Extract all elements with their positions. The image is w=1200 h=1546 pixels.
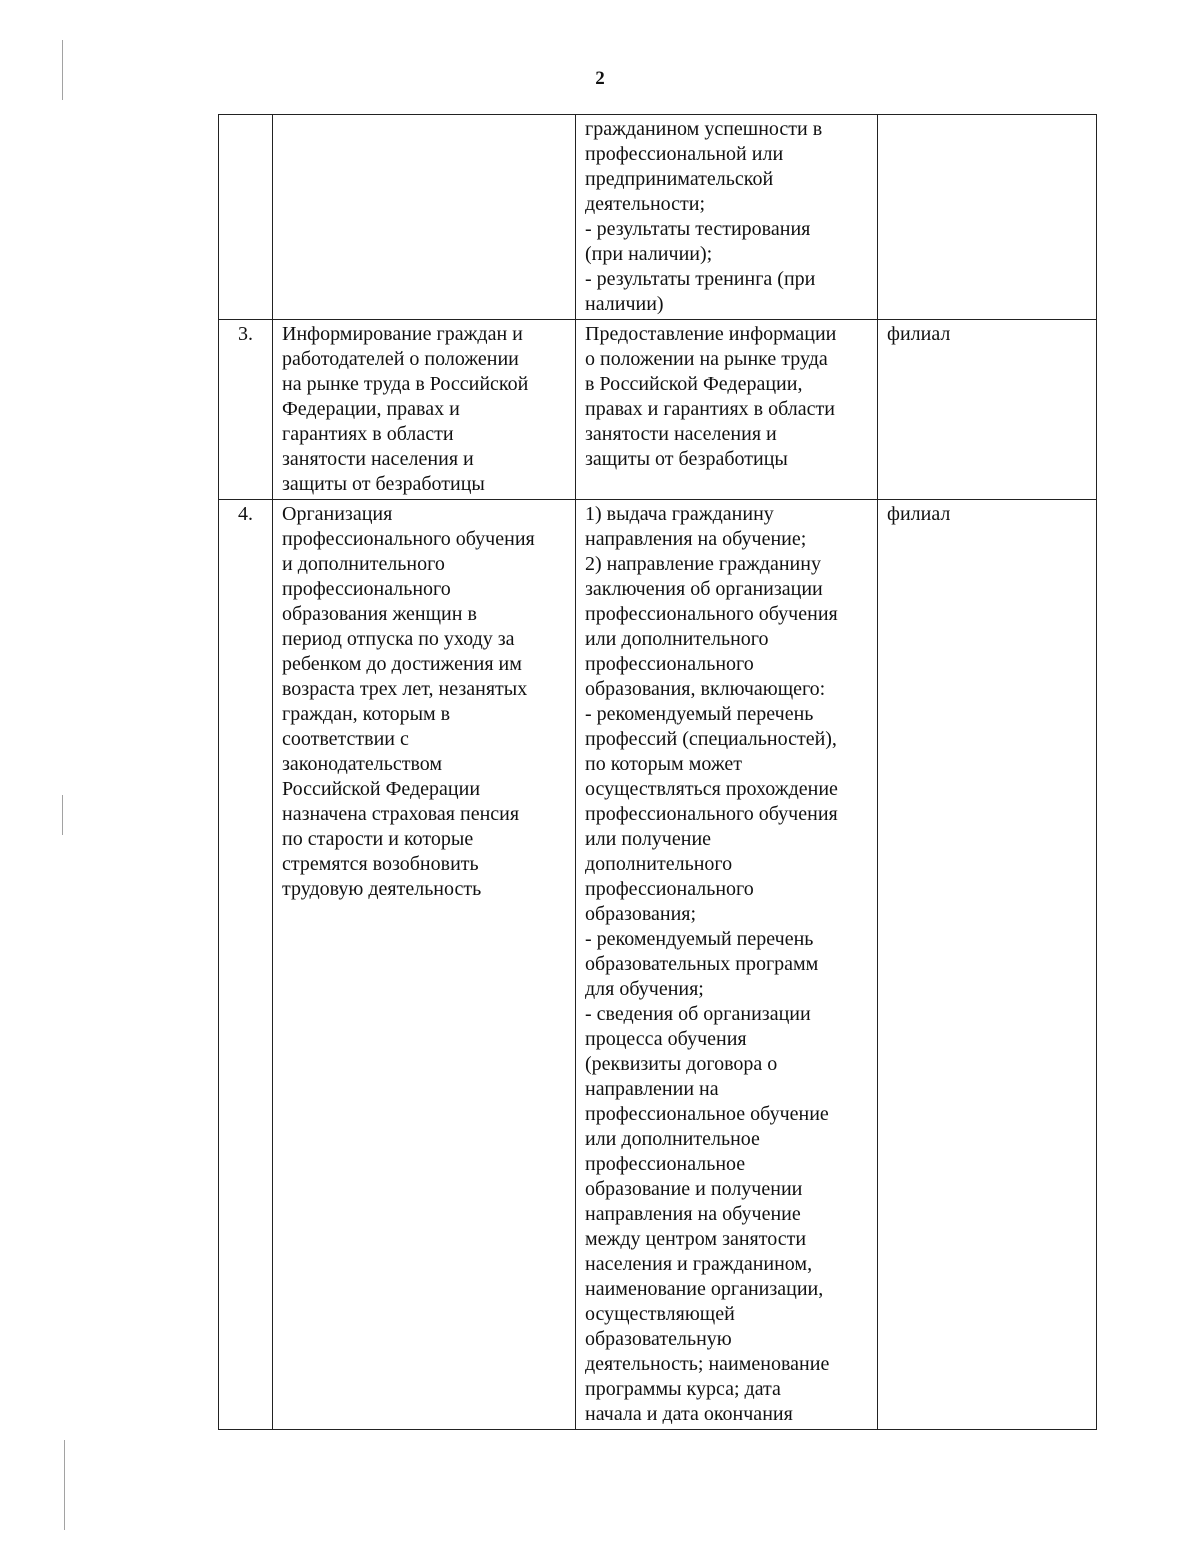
text-line: (при наличии); <box>585 243 713 265</box>
executor-cell: филиал <box>878 500 1097 1430</box>
text-line: программы курса; дата <box>585 1378 781 1400</box>
text-line: деятельность; наименование <box>585 1353 830 1375</box>
text-line: законодательством <box>282 753 443 775</box>
text-line: между центром занятости <box>585 1228 807 1250</box>
text-line: образование и получении <box>585 1178 803 1200</box>
text-line: образования; <box>585 903 697 925</box>
text-line: о положении на рынке труда <box>585 348 828 370</box>
scan-mark <box>62 795 63 835</box>
text-line: в Российской Федерации, <box>585 373 803 395</box>
row-number-cell: 4. <box>219 500 273 1430</box>
text-line: образования, включающего: <box>585 678 826 700</box>
text-line: профессионального <box>585 653 754 675</box>
text-line: направления на обучение; <box>585 528 807 550</box>
text-line: гарантиях в области <box>282 423 454 445</box>
text-line: 1) выдача гражданину <box>585 503 774 525</box>
text-line: ребенком до достижения им <box>282 653 522 675</box>
result-cell <box>576 115 878 320</box>
text-line: по которым может <box>585 753 743 775</box>
table-row <box>219 320 1097 500</box>
text-line: профессионального <box>585 878 754 900</box>
text-line: направления на обучение <box>585 1203 801 1225</box>
text-line: стремятся возобновить <box>282 853 479 875</box>
text-line: занятости населения и <box>585 423 777 445</box>
text-line: соответствии с <box>282 728 409 750</box>
result-cell <box>576 320 878 500</box>
service-cell <box>273 115 576 320</box>
table-row <box>219 115 1097 320</box>
text-line: работодателей о положении <box>282 348 519 370</box>
text-line: осуществляться прохождение <box>585 778 838 800</box>
page-number: 2 <box>595 68 605 89</box>
text-line: профессиональное обучение <box>585 1103 829 1125</box>
text-line: осуществляющей <box>585 1303 735 1325</box>
service-cell <box>273 320 576 500</box>
executor-cell <box>878 115 1097 320</box>
text-line: предпринимательской <box>585 168 774 190</box>
text-line: заключения об организации <box>585 578 823 600</box>
text-line: или дополнительное <box>585 1128 760 1150</box>
row-number-cell <box>219 115 273 320</box>
text-line: - рекомендуемый перечень <box>585 928 814 950</box>
services-table <box>218 114 1097 1430</box>
text-line: по старости и которые <box>282 828 474 850</box>
text-line: - результаты тренинга (при <box>585 268 816 290</box>
text-line: защиты от безработицы <box>585 448 788 470</box>
text-line: на рынке труда в Российской <box>282 373 529 395</box>
text-line: профессиональное <box>585 1153 746 1175</box>
text-line: (реквизиты договора о <box>585 1053 778 1075</box>
text-line: для обучения; <box>585 978 704 1000</box>
text-line: профессионального обучения <box>585 603 838 625</box>
text-line: правах и гарантиях в области <box>585 398 835 420</box>
text-line: населения и гражданином, <box>585 1253 813 1275</box>
text-line: возраста трех лет, незанятых <box>282 678 528 700</box>
text-line: процесса обучения <box>585 1028 747 1050</box>
text-line: деятельности; <box>585 193 706 215</box>
text-line: наличии) <box>585 293 664 315</box>
text-line: профессий (специальностей), <box>585 728 837 750</box>
text-line: начала и дата окончания <box>585 1403 793 1425</box>
text-line: защиты от безработицы <box>282 473 485 495</box>
text-line: образования женщин в <box>282 603 477 625</box>
text-line: трудовую деятельность <box>282 878 482 900</box>
text-line: 2) направление гражданину <box>585 553 821 575</box>
text-line: период отпуска по уходу за <box>282 628 515 650</box>
table-row <box>219 500 1097 1430</box>
text-line: - результаты тестирования <box>585 218 811 240</box>
text-line: профессиональной или <box>585 143 784 165</box>
text-line: граждан, которым в <box>282 703 451 725</box>
text-line: дополнительного <box>585 853 733 875</box>
text-line: и дополнительного <box>282 553 445 575</box>
text-line: или дополнительного <box>585 628 769 650</box>
scan-mark <box>62 40 63 100</box>
text-line: образовательную <box>585 1328 732 1350</box>
row-number-cell: 3. <box>219 320 273 500</box>
text-line: гражданином успешности в <box>585 118 823 140</box>
text-line: Федерации, правах и <box>282 398 460 420</box>
text-line: - сведения об организации <box>585 1003 811 1025</box>
text-line: - рекомендуемый перечень <box>585 703 814 725</box>
text-line: Информирование граждан и <box>282 323 523 345</box>
text-line: Организация <box>282 503 393 525</box>
text-line: профессионального обучения <box>282 528 535 550</box>
scan-mark <box>64 1440 65 1530</box>
text-line: занятости населения и <box>282 448 474 470</box>
text-line: направлении на <box>585 1078 719 1100</box>
result-cell <box>576 500 878 1430</box>
text-line: образовательных программ <box>585 953 819 975</box>
executor-cell: филиал <box>878 320 1097 500</box>
text-line: профессионального <box>282 578 451 600</box>
service-cell <box>273 500 576 1430</box>
text-line: Предоставление информации <box>585 323 837 345</box>
text-line: или получение <box>585 828 712 850</box>
text-line: профессионального обучения <box>585 803 838 825</box>
text-line: назначена страховая пенсия <box>282 803 520 825</box>
text-line: Российской Федерации <box>282 778 481 800</box>
text-line: наименование организации, <box>585 1278 824 1300</box>
